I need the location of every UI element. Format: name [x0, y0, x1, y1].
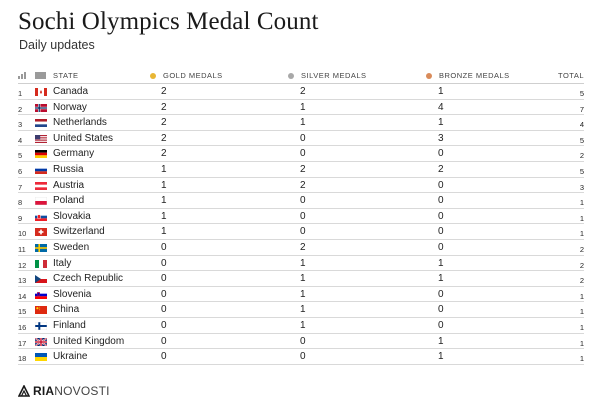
- gold-cell: 1: [161, 195, 167, 207]
- gold-cell: 2: [161, 132, 167, 144]
- bronze-cell: 0: [438, 210, 444, 222]
- finland-flag-icon: [35, 322, 47, 330]
- ukraine-flag-icon: [35, 353, 47, 361]
- state-cell: Germany: [53, 148, 95, 160]
- gold-cell: 0: [161, 319, 167, 331]
- table-row[interactable]: [18, 271, 584, 287]
- silver-cell: 0: [300, 132, 306, 144]
- gold-cell: 0: [161, 335, 167, 347]
- state-cell: Austria: [53, 179, 85, 191]
- flag-svg: [35, 166, 47, 174]
- rank-cell: 16: [18, 322, 27, 332]
- flag-column-icon: [35, 72, 46, 79]
- silver-cell: 0: [300, 351, 306, 363]
- column-header-gold-label: GOLD MEDALS: [163, 71, 223, 80]
- table-row[interactable]: [18, 318, 584, 334]
- silver-cell: 1: [300, 304, 306, 316]
- page-title: Sochi Olympics Medal Count: [18, 8, 319, 35]
- usa-flag-icon: [35, 135, 47, 143]
- silver-cell: 0: [300, 210, 306, 222]
- rank-cell: 8: [18, 198, 23, 208]
- total-cell: 1: [579, 338, 584, 348]
- total-cell: 1: [579, 291, 584, 301]
- table-row[interactable]: [18, 209, 584, 225]
- state-cell: Sweden: [53, 241, 90, 253]
- silver-dot-icon: [288, 73, 294, 79]
- table-row[interactable]: [18, 100, 584, 116]
- silver-cell: 1: [300, 288, 306, 300]
- bronze-cell: 1: [438, 117, 444, 129]
- logo-text-light: NOVOSTI: [54, 384, 110, 398]
- total-cell: 5: [579, 166, 584, 176]
- total-cell: 5: [579, 135, 584, 145]
- gold-cell: 1: [161, 226, 167, 238]
- gold-cell: 0: [161, 241, 167, 253]
- table-row[interactable]: [18, 162, 584, 178]
- flag-svg: [35, 353, 47, 361]
- poland-flag-icon: [35, 197, 47, 205]
- total-cell: 5: [579, 89, 584, 98]
- table-row[interactable]: [18, 131, 584, 147]
- total-cell: 1: [579, 307, 584, 317]
- bronze-cell: 1: [438, 273, 444, 285]
- state-cell: Finland: [53, 319, 86, 331]
- slovenia-flag-icon: [35, 291, 47, 299]
- bronze-cell: 0: [438, 179, 444, 191]
- bronze-cell: 2: [438, 163, 444, 175]
- total-cell: 1: [579, 198, 584, 208]
- silver-cell: 1: [300, 257, 306, 269]
- switzerland-flag-icon: [35, 228, 47, 236]
- bronze-cell: 0: [438, 288, 444, 300]
- state-cell: United Kingdom: [53, 335, 125, 347]
- total-cell: 3: [579, 182, 584, 192]
- table-row[interactable]: [18, 334, 584, 350]
- rank-cell: 5: [18, 151, 23, 161]
- total-cell: 7: [579, 104, 584, 114]
- rank-sort-icon[interactable]: [18, 72, 28, 79]
- silver-cell: 0: [300, 148, 306, 160]
- state-cell: Italy: [53, 257, 72, 269]
- page-subtitle: Daily updates: [19, 38, 95, 52]
- rank-cell: 10: [18, 229, 27, 239]
- gold-cell: 0: [161, 351, 167, 363]
- silver-cell: 1: [300, 319, 306, 331]
- ria-novosti-logo-icon: [18, 385, 30, 397]
- gold-cell: 1: [161, 179, 167, 191]
- rank-cell: 13: [18, 276, 27, 286]
- silver-cell: 0: [300, 226, 306, 238]
- column-header-silver[interactable]: [288, 71, 367, 80]
- gold-cell: 2: [161, 101, 167, 113]
- flag-svg: [35, 88, 47, 96]
- bronze-cell: 0: [438, 304, 444, 316]
- gold-cell: 2: [161, 117, 167, 129]
- bronze-cell: 1: [438, 351, 444, 363]
- flag-svg: [35, 213, 47, 221]
- bronze-cell: 0: [438, 319, 444, 331]
- bronze-cell: 1: [438, 86, 444, 97]
- norway-flag-icon: [35, 104, 47, 112]
- bronze-cell: 4: [438, 101, 444, 113]
- italy-flag-icon: [35, 260, 47, 268]
- bronze-cell: 0: [438, 195, 444, 207]
- flag-svg: [35, 244, 47, 252]
- table-row[interactable]: [18, 349, 584, 365]
- silver-cell: 0: [300, 335, 306, 347]
- gold-cell: 2: [161, 86, 167, 97]
- bronze-cell: 1: [438, 257, 444, 269]
- gold-cell: 0: [161, 257, 167, 269]
- total-cell: 2: [579, 260, 584, 270]
- table-body: [18, 84, 584, 365]
- state-cell: Russia: [53, 163, 84, 175]
- rank-cell: 12: [18, 260, 27, 270]
- state-cell: Switzerland: [53, 226, 105, 238]
- column-header-gold[interactable]: [150, 71, 223, 80]
- gold-dot-icon: [150, 73, 156, 79]
- czech-flag-icon: [35, 275, 47, 283]
- state-cell: Czech Republic: [53, 273, 124, 285]
- total-cell: 2: [579, 151, 584, 161]
- flag-svg: [35, 104, 47, 112]
- silver-cell: 2: [300, 163, 306, 175]
- flag-svg: [35, 338, 47, 346]
- rank-cell: 17: [18, 338, 27, 348]
- total-cell: 2: [579, 276, 584, 286]
- footer-logo: [18, 384, 110, 398]
- gold-cell: 0: [161, 288, 167, 300]
- table-row[interactable]: [18, 287, 584, 303]
- rank-cell: 6: [18, 166, 23, 176]
- uk-flag-icon: [35, 338, 47, 346]
- column-header-state[interactable]: STATE: [53, 71, 79, 80]
- table-row[interactable]: [18, 302, 584, 318]
- gold-cell: 0: [161, 273, 167, 285]
- gold-cell: 0: [161, 304, 167, 316]
- table-row[interactable]: [18, 256, 584, 272]
- flag-svg: [35, 228, 47, 236]
- rank-cell: 15: [18, 307, 27, 317]
- netherlands-flag-icon: [35, 119, 47, 127]
- flag-svg: [35, 306, 47, 314]
- total-cell: 4: [579, 120, 584, 130]
- rank-cell: 4: [18, 135, 23, 145]
- rank-cell: 7: [18, 182, 23, 192]
- silver-cell: 1: [300, 117, 306, 129]
- state-cell: Canada: [53, 86, 89, 97]
- table-row[interactable]: [18, 84, 584, 100]
- total-cell: 1: [579, 213, 584, 223]
- state-cell: Netherlands: [53, 117, 107, 129]
- russia-flag-icon: [35, 166, 47, 174]
- silver-cell: 1: [300, 101, 306, 113]
- silver-cell: 2: [300, 241, 306, 253]
- flag-svg: [35, 291, 47, 299]
- canada-flag-icon: [35, 88, 47, 96]
- bronze-cell: 0: [438, 148, 444, 160]
- state-cell: Slovakia: [53, 210, 91, 222]
- china-flag-icon: [35, 306, 47, 314]
- silver-cell: 1: [300, 273, 306, 285]
- flag-svg: [35, 322, 47, 330]
- total-cell: 1: [579, 229, 584, 239]
- rank-cell: 3: [18, 120, 23, 130]
- logo-text-bold: RIA: [33, 384, 55, 398]
- table-row[interactable]: [18, 224, 584, 240]
- flag-svg: [35, 260, 47, 268]
- medal-table: [18, 68, 584, 365]
- flag-svg: [35, 119, 47, 127]
- austria-flag-icon: [35, 182, 47, 190]
- column-header-bronze[interactable]: [426, 71, 510, 80]
- rank-cell: 18: [18, 354, 27, 364]
- rank-cell: 14: [18, 291, 27, 301]
- state-cell: Ukraine: [53, 351, 88, 363]
- column-header-silver-label: SILVER MEDALS: [301, 71, 367, 80]
- rank-cell: 9: [18, 213, 23, 223]
- state-cell: Poland: [53, 195, 85, 207]
- flag-svg: [35, 197, 47, 205]
- column-header-total[interactable]: TOTAL: [558, 71, 584, 80]
- germany-flag-icon: [35, 150, 47, 158]
- column-header-bronze-label: BRONZE MEDALS: [439, 71, 510, 80]
- flag-svg: [35, 135, 47, 143]
- silver-cell: 2: [300, 86, 306, 97]
- total-cell: 2: [579, 244, 584, 254]
- gold-cell: 2: [161, 148, 167, 160]
- rank-cell: 11: [18, 244, 26, 254]
- table-row[interactable]: [18, 178, 584, 194]
- table-header: [18, 68, 584, 84]
- slovakia-flag-icon: [35, 213, 47, 221]
- sweden-flag-icon: [35, 244, 47, 252]
- bronze-cell: 3: [438, 132, 444, 144]
- bronze-cell: 0: [438, 241, 444, 253]
- table-row[interactable]: [18, 115, 584, 131]
- silver-cell: 0: [300, 195, 306, 207]
- table-row[interactable]: [18, 240, 584, 256]
- gold-cell: 1: [161, 163, 167, 175]
- rank-cell: 1: [18, 89, 23, 98]
- state-cell: Norway: [53, 101, 87, 113]
- state-cell: China: [53, 304, 80, 316]
- bronze-cell: 0: [438, 226, 444, 238]
- table-row[interactable]: [18, 146, 584, 162]
- silver-cell: 2: [300, 179, 306, 191]
- logo-text: [33, 384, 110, 398]
- total-cell: 1: [579, 354, 584, 364]
- rank-cell: 2: [18, 104, 23, 114]
- bronze-cell: 1: [438, 335, 444, 347]
- table-row[interactable]: [18, 193, 584, 209]
- flag-svg: [35, 182, 47, 190]
- gold-cell: 1: [161, 210, 167, 222]
- bronze-dot-icon: [426, 73, 432, 79]
- state-cell: United States: [53, 132, 114, 144]
- total-cell: 1: [579, 322, 584, 332]
- state-cell: Slovenia: [53, 288, 92, 300]
- flag-svg: [35, 150, 47, 158]
- flag-svg: [35, 275, 47, 283]
